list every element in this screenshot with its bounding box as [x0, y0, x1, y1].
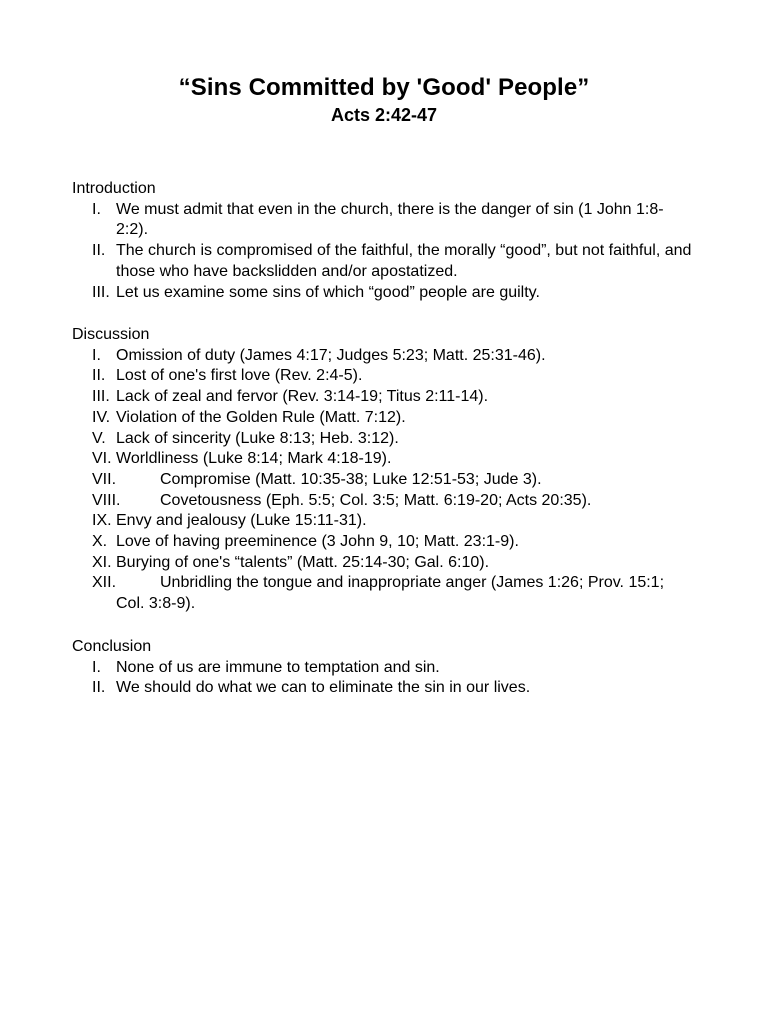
- list-item-text: Compromise (Matt. 10:35-38; Luke 12:51-53; Jude 3).: [160, 470, 542, 488]
- conclusion-section: [72, 637, 694, 699]
- list-item: [72, 346, 694, 367]
- list-item-number: XII.: [92, 574, 117, 592]
- list-item-number: IX.: [92, 512, 112, 530]
- list-item-text: The church is compromised of the faithful, the morally “good”, but not faithful, and those who have backslidden and/or apostatized.: [116, 242, 692, 280]
- list-item-text: Lost of one's first love (Rev. 2:4-5).: [116, 367, 363, 385]
- scripture-reference: Acts 2:42-47: [330, 105, 438, 125]
- discussion-section: [72, 325, 694, 615]
- list-item: [72, 241, 694, 282]
- list-item-number: II.: [92, 242, 106, 260]
- list-item-text: We should do what we can to eliminate the sin in our lives.: [116, 679, 531, 697]
- list-item: [72, 658, 694, 679]
- list-item-number: V.: [92, 429, 106, 447]
- list-item: [72, 532, 694, 553]
- list-item: [72, 408, 694, 429]
- list-item-number: VII.: [92, 470, 117, 488]
- list-item: [72, 429, 694, 450]
- list-item-number: III.: [92, 283, 110, 301]
- list-item-text: Love of having preeminence (3 John 9, 10; Matt. 23:1-9).: [116, 533, 519, 551]
- list-item-number: I.: [92, 346, 101, 364]
- list-item-number: II.: [92, 679, 106, 697]
- list-item-text: Lack of zeal and fervor (Rev. 3:14-19; Titus 2:11-14).: [116, 388, 489, 406]
- list-item-text: Unbridling the tongue and inappropriate anger (James 1:26; Prov. 15:1; Col. 3:8-9).: [116, 574, 665, 613]
- list-item-text: Violation of the Golden Rule (Matt. 7:12).: [116, 408, 406, 426]
- list-item-number: XI.: [92, 553, 112, 571]
- list-item-text: Covetousness (Eph. 5:5; Col. 3:5; Matt. 6:19-20; Acts 20:35).: [160, 491, 592, 509]
- list-item-number: III.: [92, 388, 110, 406]
- list-item-text: Envy and jealousy (Luke 15:11-31).: [116, 512, 367, 530]
- document-title: “Sins Committed by 'Good' People”: [178, 74, 590, 101]
- list-item-number: II.: [92, 367, 106, 385]
- list-item-number: X.: [92, 533, 108, 551]
- list-item-number: I.: [92, 658, 101, 676]
- list-item-number: I.: [92, 200, 101, 218]
- list-item: [72, 573, 694, 614]
- list-item: [72, 678, 694, 699]
- list-item-number: IV.: [92, 408, 111, 426]
- list-item-text: Let us examine some sins of which “good” people are guilty.: [116, 283, 540, 301]
- list-item-text: Lack of sincerity (Luke 8:13; Heb. 3:12).: [116, 429, 399, 447]
- list-item-number: VIII.: [92, 491, 121, 509]
- list-item-text: None of us are immune to temptation and sin.: [116, 658, 440, 676]
- list-item: [72, 553, 694, 574]
- discussion-heading: Discussion: [72, 326, 150, 343]
- list-item: [72, 449, 694, 470]
- list-item-text: Burying of one's “talents” (Matt. 25:14-30; Gal. 6:10).: [116, 553, 490, 571]
- conclusion-heading: Conclusion: [72, 638, 152, 655]
- list-item: [72, 283, 694, 304]
- list-item-text: Omission of duty (James 4:17; Judges 5:23; Matt. 25:31-46).: [116, 346, 546, 364]
- list-item-number: VI.: [92, 450, 112, 468]
- list-item: [72, 470, 694, 491]
- list-item: [72, 387, 694, 408]
- list-item: [72, 200, 694, 241]
- introduction-heading: Introduction: [72, 180, 156, 197]
- list-item: [72, 491, 694, 512]
- list-item: [72, 511, 694, 532]
- list-item: [72, 366, 694, 387]
- list-item-text: We must admit that even in the church, there is the danger of sin (1 John 1:8-2:2).: [116, 200, 664, 239]
- list-item-text: Worldliness (Luke 8:14; Mark 4:18-19).: [116, 450, 392, 468]
- introduction-section: [72, 179, 694, 303]
